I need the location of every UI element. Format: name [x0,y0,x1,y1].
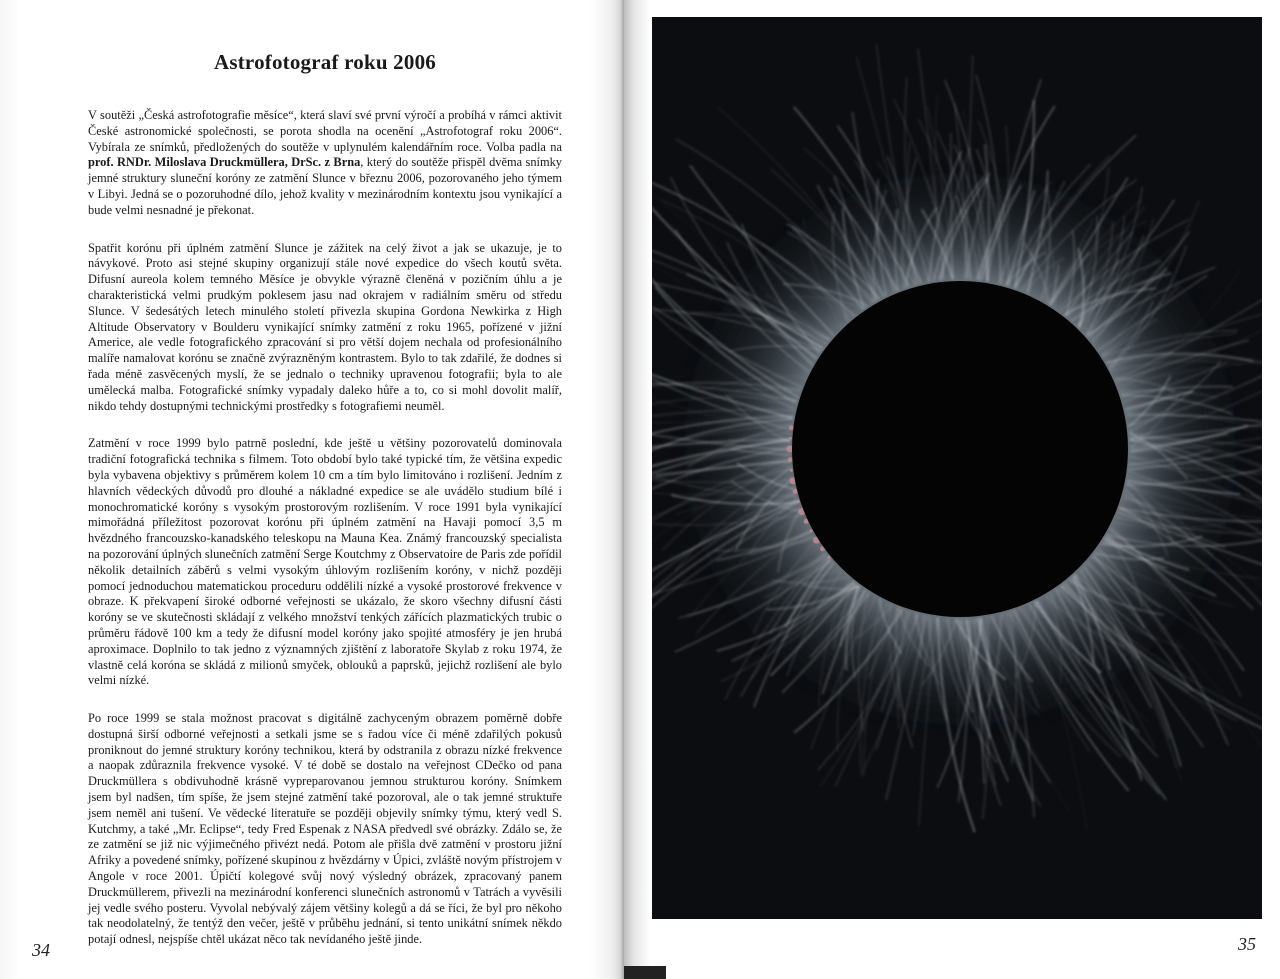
paragraph-3: Zatmění v roce 1999 bylo patrně poslední, kde ještě u většiny pozorovatelů dominovala tradiční fotografická technika s filmem. Toto období bylo také typické tím, že většina expedic byla vybavena objektivy s průměrem kolem 10 cm a tím bylo limitováno i rozlišení. Jedním z hlavních vědeckých důvodů pro dlouhé a nákladné expedice se ale uvádělo studium bílé i monochromatické koróny s vysokým prostorovým rozlišením. V roce 1991 byla vynikající mimořádná příležitost pozorovat korónu při úplném zatmění na Havaji pomocí 3,5 m hvězdného francouzsko-kanadského teleskopu na Mauna Kea. Známý francouzský specialista na pozorování úplných slunečních zatmění Serge Koutchmy z Observatoire de Paris zde pořídil několik detailních záběrů s velmi vysokým úhlovým rozlišením koróny, v nichž později pomocí jednoduchou matematickou proceduru oddělili nízké a vysoké prostorové frekvence v obraze. K překvapení široké odborné veřejnosti se ukázalo, že skoro všechny difusní části koróny se ve skutečnosti skládají z velkého množství tenkých zářících plazmatických trubic o průměru řádově 100 km a tedy že difusní model koróny jako spojité atmosféry je jen hrubá aproximace. Doplnilo to tak jedno z významných zjištění z laboratoře Skylab z roku 1974, že vlastně celá koróna se skládá z milionů smyček, oblouků a paprsků, jejichž rozlišení ale bylo velmi nízké. [88,436,562,688]
left-page [0,0,624,979]
page-number-right: 35 [1238,934,1256,954]
prominence [789,425,794,430]
moon-disk [792,281,1128,617]
paragraph-2: Spatřit korónu při úplném zatmění Slunce je zážitek na celý život a jak se ukazuje, je to návykové. Proto asi stejné skupiny organizují stále nové expedice do všech koutů světa. Difusní aureola kolem temného Měsíce je obvykle výrazně členěná v pozičním úhlu a je charakteristická velmi prudkým poklesem jasu nad okrajem v radiálním směru od středu Slunce. V šedesátých letech minulého století přivezla skupina Gordona Newkirka z High Altitude Observatory v Boulderu vynikající snímky zatmění z roku 1965, pořízené v jižní Americe, ale vedle fotografického zpracování si pro větší dojem nechala od profesionálního malíře namalovat korónu se značně zvýrazněným kontrastem. Bylo to tak zdařilé, že dodnes si řada méně zasvěcených myslí, že se jednalo o techniky upravenou fotografii; byla to ale umělecká malba. Fotografické snímky vypadaly daleko hůře a to, co si mohl dovolit malíř, nikdo tehdy dostupnými technickými prostředky s fotografiemi neuměl. [88,240,562,413]
prominence [797,500,800,503]
author-name: prof. RNDr. Miloslava Druckmüllera, DrSc. z Brna [88,155,361,170]
paragraph-4: Po roce 1999 se stala možnost pracovat s digitálně zachyceným obrazem poměrně dobře dostupná širší odborné veřejnosti a setkali jsme se s řadou více či méně zdařilých pokusů proniknout do jemné struktury koróny technikou, která by odstranila z obrazu nízké frekvence a naopak zdůraznila frekvence vysoké. V té době se dostalo na veřejnost CDečko od pana Druckmüllera s obdivuhodně krásně vypreparovanou jemnou strukturou koróny. Snímkem jsem byl nadšen, tím spíše, že jsem stejné zatmění také pozoroval, ale o tak jemné struktuře jsem neměl ani tušení. Ve vědecké literatuře se později objevily snímky týmu, který vedl S. Kutchmy, a také „Mr. Eclipse“, tedy Fred Espenak z NASA předvedl své obrázky. Zdálo se, že ze zatmění se již nic výjimečného přivézt nedá. Potom ale přišla dvě zatmění v prostoru jižní Afriky a povedené snímky, pořízené skupinou z hvězdárny v Úpici, zvláště novým přístrojem v Angole v roce 2001. Úpičtí kolegové svůj nový výsledný obrázek, zpracovaný panem Druckmüllerem, přivezli na mezinárodní konferenci slunečních astronomů v Tatrách a vyvěsili jej vedle svého posteru. Vyvolal nebývalý zájem většiny kolegů a dá se říci, že byl pro někoho tak neodolatelný, že tentýž den večer, ještě v průběhu jednání, si tento unikátní snímek někdo potají odnesl, nejspíše chtěl ukázat něco tak nevídaného ještě jinde. [88,711,562,947]
page-edge-shadow [624,966,666,979]
prominence [828,556,831,559]
prominence [788,457,793,462]
prominence [789,437,792,440]
solar-corona-image [652,17,1262,919]
page-title: Astrofotograf roku 2006 [214,50,436,74]
paragraph-1-part-b: , který do soutěže přispěl dvěma snímky jemné struktury sluneční koróny ze zatmění Slunce v březnu 2006, pozorovaného jeho týmem v Libyi. Jedná se o pozoruhodné dílo, jehož kvality v mezinárodním kontextu jsou vynikající a bude velmi nesnadné je překonat. [88,155,562,217]
paragraph-1 [88,108,562,219]
prominence [790,469,793,472]
article-body [88,108,562,970]
eclipse-photo [652,17,1262,919]
paragraph-1-part-a: V soutěži „Česká astrofotografie měsíce“, která slaví své první výročí a probíhá v rámci aktivit České astronomické společnosti, se porota shodla na ocenění „Astrofotograf roku 2006“. Vybírala ze snímků, předložených do soutěže v uplynulém kalendářním roce. Volba padla na [88,108,562,154]
prominence [810,529,813,532]
page-number-left: 34 [32,940,50,960]
